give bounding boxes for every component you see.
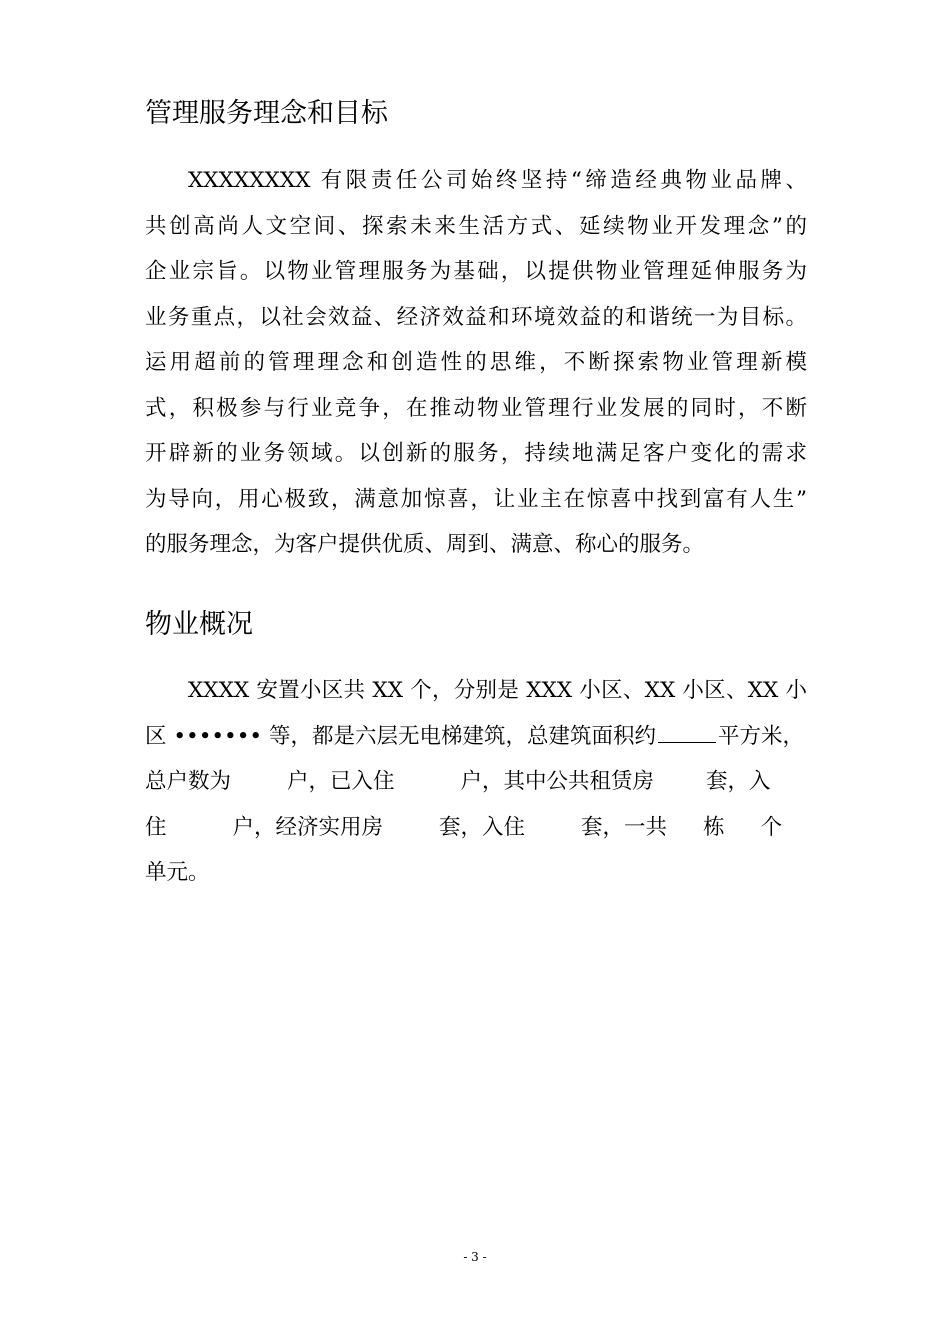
line-text: 平方米， xyxy=(717,723,804,749)
property-overview-paragraph xyxy=(145,668,807,896)
line-text: 总户数为 xyxy=(145,769,232,794)
area-blank-underline xyxy=(658,720,716,743)
paragraph-line: 运用超前的管理理念和创造性的思维，不断探索物业管理新模 xyxy=(145,350,807,375)
paragraph-line xyxy=(145,805,807,851)
paragraph-line: XXXXXXXX 有限责任公司始终坚持“缔造经典物业品牌、 xyxy=(188,168,807,193)
paragraph-line xyxy=(145,714,807,760)
page-number: - 3 - xyxy=(463,1250,487,1264)
line-text: 套，入 xyxy=(706,769,771,794)
paragraph-line xyxy=(145,759,807,805)
line-text: 区 ••••••• 等，都是六层无电梯建筑，总建筑面积约 xyxy=(145,723,656,749)
section-heading-property-overview: 物业概况 xyxy=(145,609,253,640)
paragraph-line: XXXX 安置小区共 XX 个，分别是 XXX 小区、XX 小区、XX 小 xyxy=(188,678,807,703)
paragraph-line: 业务重点，以社会效益、经济效益和环境效益的和谐统一为目标。 xyxy=(145,304,807,330)
paragraph-line: 单元。 xyxy=(145,860,210,885)
line-text: 套，一共 xyxy=(581,814,668,840)
paragraph-line: 企业宗旨。以物业管理服务为基础，以提供物业管理延伸服务为 xyxy=(145,259,807,284)
line-text: 户，经济实用房 xyxy=(232,814,384,840)
section-heading-management-philosophy: 管理服务理念和目标 xyxy=(145,98,388,129)
paragraph-line: 开辟新的业务领域。以创新的服务，持续地满足客户变化的需求 xyxy=(145,441,807,466)
line-text: 住 xyxy=(145,814,167,840)
paragraph-line: 为导向，用心极致，满意加惊喜，让业主在惊喜中找到富有人生” xyxy=(145,486,807,512)
paragraph-line: 式，积极参与行业竞争，在推动物业管理行业发展的同时，不断 xyxy=(145,395,807,421)
line-text: 户，已入住 xyxy=(287,769,395,794)
paragraph-line: 共创高尚人文空间、探索未来生活方式、延续物业开发理念”的 xyxy=(145,213,807,239)
line-text: 个 xyxy=(760,814,783,840)
management-philosophy-paragraph xyxy=(145,158,807,568)
line-text: 栋 xyxy=(703,814,725,840)
line-text: 套，入住 xyxy=(439,814,526,840)
line-text: 户，其中公共租赁房 xyxy=(460,769,655,794)
paragraph-line: 的服务理念，为客户提供优质、周到、满意、称心的服务。 xyxy=(145,532,705,557)
